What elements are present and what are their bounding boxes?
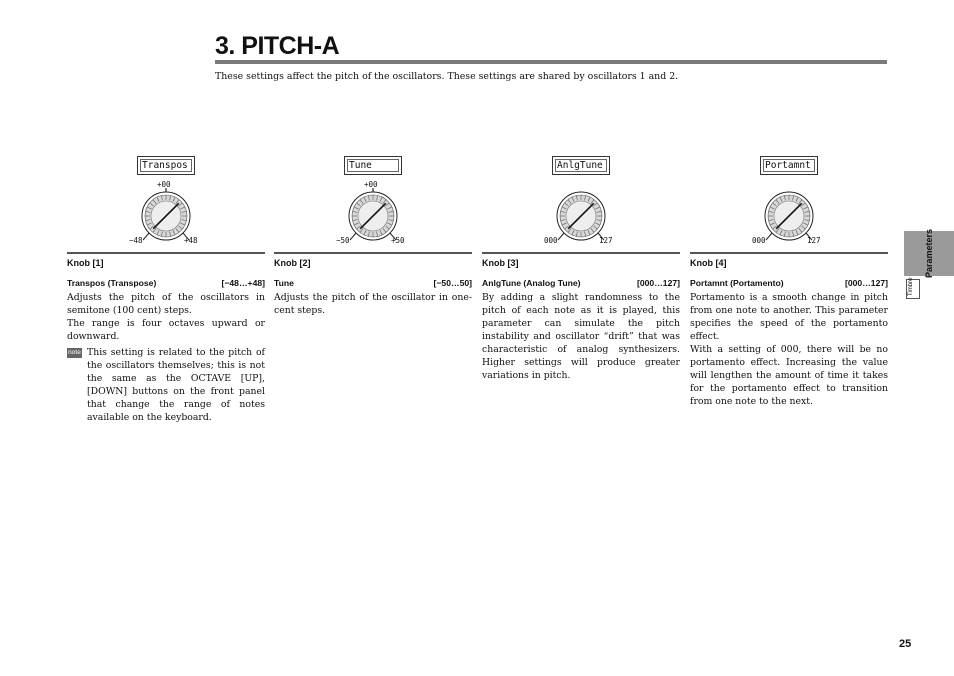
knob-center-label: +00 [364,180,378,189]
paragraph: With a setting of 000, there will be no portamento effect. Increasing the value will lengthen the amount of time it takes for the portamento effect to transition from one note to the next. [690,344,888,407]
knob-max-label: 127 [599,236,613,245]
knob-heading: Knob [2] [274,258,311,268]
lcd-display [552,156,610,175]
knob-heading: Knob [3] [482,258,519,268]
lcd-display [344,156,402,175]
knob-column-4 [690,150,888,408]
lcd-text: Tune [347,159,399,172]
section-rule [274,252,472,254]
knob-heading: Knob [1] [67,258,104,268]
param-range: [−50…50] [433,278,472,288]
param-description [274,291,472,317]
note-text: This setting is related to the pitch of the oscillators themselves; this is not the same as the OCTAVE [UP], [DOWN] buttons on the front panel that change the range of notes available on the keyboard. [87,347,265,423]
note-icon: note [68,349,81,356]
knob-center-label: +00 [157,180,171,189]
knob-max-label: +50 [391,236,405,245]
knob-icon [482,176,680,250]
param-description [690,291,888,408]
paragraph: The range is four octaves upward or downward. [67,318,265,342]
min-leader [558,233,564,240]
knob-min-label: −50 [336,236,350,245]
knob-diagram [482,150,680,250]
param-range: [000…127] [637,278,680,288]
note-block [67,346,265,424]
knob-min-label: 000 [752,236,766,245]
section-rule [67,252,265,254]
param-header [274,278,472,289]
min-leader [766,233,772,240]
param-name: AnlgTune (Analog Tune) [482,278,581,288]
section-tab-label: Parameters [924,228,934,279]
lcd-text: Transpos [140,159,192,172]
knob-column-3 [482,150,680,382]
intro-text: These settings affect the pitch of the oscillators. These settings are shared by oscillators 1 and 2. [215,71,679,82]
param-name: Portamnt (Portamento) [690,278,784,288]
paragraph: By adding a slight randomness to the pitch of each note as it is played, this parameter can simulate the pitch instability and oscillator “drift” that was characteristic of analog synthesizers. Higher settings will produce greater variations in pitch. [482,292,680,381]
paragraph: Adjusts the pitch of the oscillators in semitone (100 cent) steps. [67,292,265,316]
lcd-text: Portamnt [763,159,815,172]
param-name: Transpos (Transpose) [67,278,157,288]
param-range: [−48…+48] [221,278,265,288]
min-leader [143,233,149,240]
lcd-text: AnlgTune [555,159,607,172]
knob-diagram [690,150,888,250]
knob-heading: Knob [4] [690,258,727,268]
knob-column-1 [67,150,265,424]
param-header [482,278,680,289]
knob-max-label: +48 [184,236,198,245]
knob-column-2 [274,150,472,317]
param-range: [000…127] [845,278,888,288]
knob-min-label: −48 [129,236,143,245]
subsection-tab-label: Timbre [908,277,914,296]
knob-max-label: 127 [807,236,821,245]
section-tab [904,228,954,279]
param-description [482,291,680,382]
title-rule [215,60,887,64]
lcd-display [137,156,195,175]
paragraph: Adjusts the pitch of the oscillator in one-cent steps. [274,292,472,316]
param-name: Tune [274,278,294,288]
knob-diagram [274,150,472,250]
knob-icon [690,176,888,250]
paragraph: Portamento is a smooth change in pitch from one note to another. This parameter specifies the speed of the portamento effect. [690,292,888,342]
lcd-display [760,156,818,175]
param-description [67,291,265,424]
param-header [690,278,888,289]
min-leader [350,233,356,240]
page-number: 25 [899,638,912,650]
param-header [67,278,265,289]
page-title: 3. PITCH-A [215,32,340,60]
subsection-tab [906,279,920,299]
section-rule [482,252,680,254]
knob-min-label: 000 [544,236,558,245]
knob-diagram [67,150,265,250]
section-rule [690,252,888,254]
